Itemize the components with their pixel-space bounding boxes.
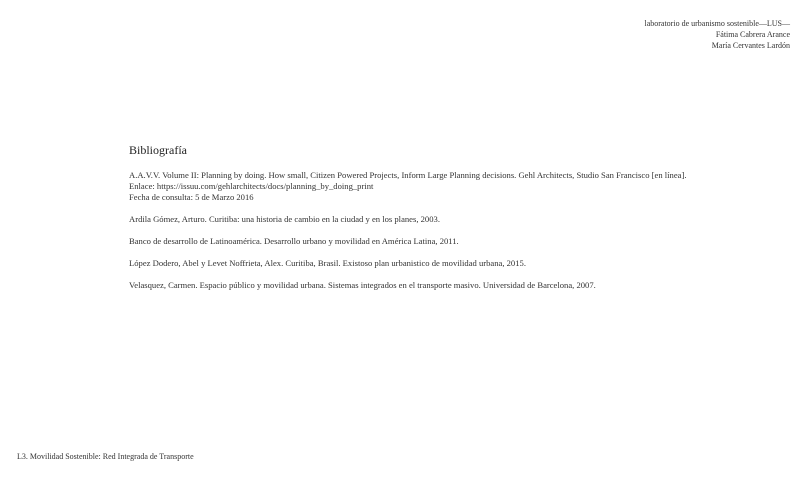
- header-author-2: María Cervantes Lardón: [711, 41, 790, 50]
- bibliography-entry: [129, 280, 769, 291]
- page-footer: L3. Movilidad Sostenible: Red Integrada de Transporte: [17, 452, 194, 461]
- bibliography-entry: [129, 214, 769, 225]
- bibliography-entry: [129, 258, 769, 269]
- header-author-1: Fátima Cabrera Arance: [715, 30, 790, 39]
- header-lab-name: laboratorio de urbanismo sostenible—LUS—: [644, 19, 790, 28]
- section-title: Bibliografía: [129, 143, 187, 157]
- page-header: [644, 18, 790, 51]
- entry-text: A.A.V.V. Volume II: Planning by doing. How small, Citizen Powered Projects, Inform Large Planning decisions. Gehl Architects, Studio San Francisco [en línea].: [129, 170, 687, 180]
- entry-text: López Dodero, Abel y Levet Noffrieta, Alex. Curitiba, Brasil. Existoso plan urbanistico de movilidad urbana, 2015.: [129, 258, 526, 268]
- bibliography-list: [129, 170, 769, 302]
- bibliography-entry: [129, 236, 769, 247]
- entry-text: Velasquez, Carmen. Espacio público y movilidad urbana. Sistemas integrados en el transporte masivo. Universidad de Barcelona, 2007.: [129, 280, 596, 290]
- entry-link: Enlace: https://issuu.com/gehlarchitects/docs/planning_by_doing_print: [129, 181, 374, 191]
- entry-date: Fecha de consulta: 5 de Marzo 2016: [129, 192, 254, 202]
- bibliography-entry: [129, 170, 769, 203]
- entry-text: Ardila Gómez, Arturo. Curitiba: una historia de cambio en la ciudad y en los planes, 2003.: [129, 214, 440, 224]
- entry-text: Banco de desarrollo de Latinoamérica. Desarrollo urbano y movilidad en América Latina, 2011.: [129, 236, 459, 246]
